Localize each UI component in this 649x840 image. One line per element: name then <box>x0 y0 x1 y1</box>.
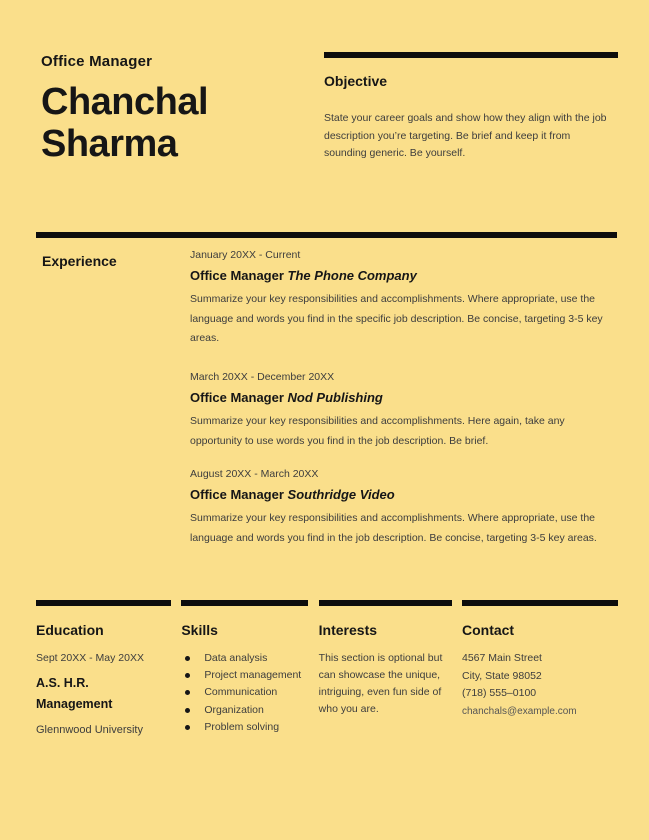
skill-label: Communication <box>204 686 278 699</box>
candidate-name: Chanchal Sharma <box>41 81 209 165</box>
skill-label: Project management <box>204 669 302 682</box>
experience-job-title: Office Manager <box>190 487 284 502</box>
experience-entry <box>190 371 617 451</box>
skill-label: Problem solving <box>204 720 280 733</box>
contact-block <box>462 650 618 720</box>
education-heading: Education <box>36 622 104 638</box>
education-dates: Sept 20XX - May 20XX <box>36 652 144 664</box>
bullet-icon <box>185 708 190 713</box>
experience-title <box>190 390 617 405</box>
experience-title <box>190 487 617 502</box>
interests-body: This section is optional but can showcase the unique, intriguing, even fun side of who you are. <box>318 652 443 715</box>
skill-item <box>181 684 308 701</box>
experience-company: Southridge Video <box>287 487 395 502</box>
education-degree: A.S. H.R. Management <box>36 676 113 711</box>
skill-item <box>181 667 308 684</box>
interests-heading: Interests <box>318 622 378 638</box>
contact-accent-bar <box>462 600 618 606</box>
bullet-icon <box>185 673 190 678</box>
contact-address-line1: 4567 Main Street <box>461 652 542 664</box>
skills-list <box>181 650 308 736</box>
contact-email: chanchals@example.com <box>461 705 577 717</box>
skills-heading: Skills <box>181 622 218 638</box>
experience-title <box>190 268 617 283</box>
experience-description: Summarize your key responsibilities and accomplishments. Where appropriate, use the language and words you find in the job description. Be concise, targeting 3-5 key areas. <box>190 512 597 544</box>
skills-section <box>181 600 308 736</box>
objective-heading: Objective <box>324 73 388 89</box>
interests-section <box>319 600 452 736</box>
education-section <box>36 600 171 736</box>
contact-section <box>462 600 618 736</box>
interests-accent-bar <box>319 600 452 606</box>
job-role-subtitle: Office Manager <box>41 53 153 70</box>
experience-description: Summarize your key responsibilities and accomplishments. Here again, take any opportunity to use words you find in the job description. Be brief. <box>190 415 565 447</box>
education-school: Glennwood University <box>36 724 143 736</box>
bullet-icon <box>185 725 190 730</box>
education-accent-bar <box>36 600 171 606</box>
objective-accent-bar <box>324 52 618 58</box>
identity-block <box>41 53 291 165</box>
bullet-icon <box>185 690 190 695</box>
skill-item <box>181 650 308 667</box>
contact-phone: (718) 555–0100 <box>461 687 537 699</box>
contact-address-line2: City, State 98052 <box>461 669 542 682</box>
experience-entry <box>190 468 617 548</box>
experience-description: Summarize your key responsibilities and accomplishments. Where appropriate, use the language and words you find in the specific job description. Be concise, targeting 3-5 key areas. <box>190 293 603 344</box>
skill-label: Data analysis <box>204 652 268 664</box>
contact-heading: Contact <box>461 622 515 638</box>
experience-dates: August 20XX - March 20XX <box>190 468 319 480</box>
experience-dates: January 20XX - Current <box>190 249 301 261</box>
experience-job-title: Office Manager <box>190 390 284 405</box>
experience-entry <box>190 249 617 349</box>
skills-accent-bar <box>181 600 308 606</box>
experience-divider-bar <box>36 232 617 238</box>
bullet-icon <box>185 656 190 661</box>
experience-dates: March 20XX - December 20XX <box>190 371 335 383</box>
skill-label: Organization <box>204 703 264 716</box>
bottom-columns <box>36 600 618 736</box>
objective-body: State your career goals and show how they align with the job description you’re targeting. Be brief and keep it from sounding generic. Be yourself. <box>324 112 607 159</box>
experience-heading: Experience <box>42 253 117 269</box>
experience-company: The Phone Company <box>287 268 417 283</box>
experience-company: Nod Publishing <box>287 390 383 405</box>
skill-item <box>181 702 308 719</box>
skill-item <box>181 719 308 736</box>
objective-section <box>324 52 618 163</box>
experience-job-title: Office Manager <box>190 268 284 283</box>
